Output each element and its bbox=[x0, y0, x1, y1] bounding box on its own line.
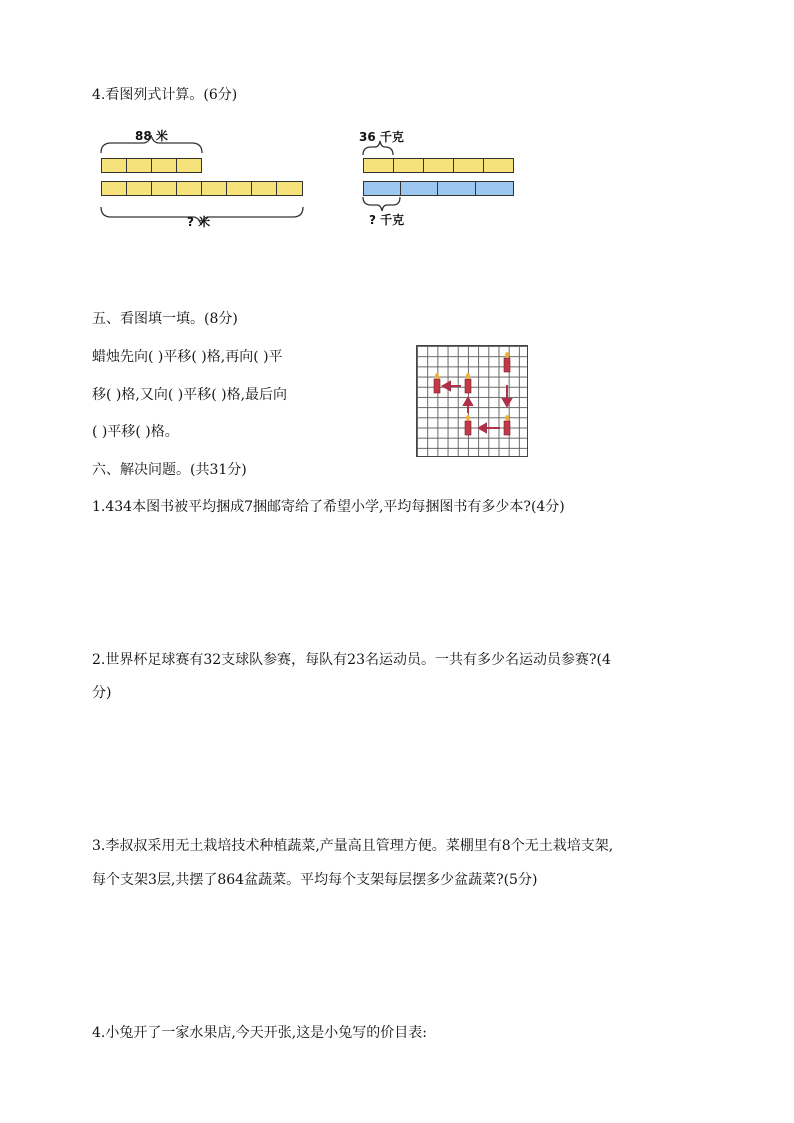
label-unknown-kilograms: ? 千克 bbox=[369, 213, 405, 227]
problem-3-line-2: 每个支架3层,共摆了864盆蔬菜。平均每个支架每层摆多少盆蔬菜?(5分) bbox=[92, 872, 538, 888]
problem-1: 1.434本图书被平均捆成7捆邮寄给了希望小学,平均每捆图书有多少本?(4分) bbox=[92, 499, 565, 515]
problem-3-line-1: 3.李叔叔采用无土栽培技术种植蔬菜,产量高且管理方便。菜棚里有8个无土栽培支架, bbox=[92, 838, 614, 854]
figure-segment-meters bbox=[95, 125, 310, 230]
section-5-title: 五、看图填一填。(8分) bbox=[92, 311, 238, 327]
question-4-title: 4.看图列式计算。(6分) bbox=[92, 87, 238, 103]
problem-2-line-1: 2.世界杯足球赛有32支球队参赛，每队有23名运动员。一共有多少名运动员参赛?(4 bbox=[92, 652, 611, 668]
arrow-icon bbox=[443, 382, 511, 432]
section-5-line-2: 移( )格,又向( )平移( )格,最后向 bbox=[92, 387, 288, 403]
candle-path-overlay bbox=[416, 345, 528, 457]
problem-4: 4.小兔开了一家水果店,今天开张,这是小兔写的价目表: bbox=[92, 1025, 427, 1041]
label-36-kilograms: 36 千克 bbox=[359, 130, 404, 144]
section-6-title: 六、解决问题。(共31分) bbox=[92, 462, 247, 478]
figure-segment-kilograms bbox=[355, 125, 520, 230]
candle-icon bbox=[434, 358, 510, 435]
problem-2-line-2: 分) bbox=[92, 685, 112, 701]
section-5-line-1: 蜡烛先向( )平移( )格,再向( )平 bbox=[92, 349, 283, 365]
section-5-line-3: ( )平移( )格。 bbox=[92, 424, 179, 440]
label-unknown-meters: ? 米 bbox=[187, 215, 211, 229]
label-88-meters: 88 米 bbox=[135, 129, 168, 143]
